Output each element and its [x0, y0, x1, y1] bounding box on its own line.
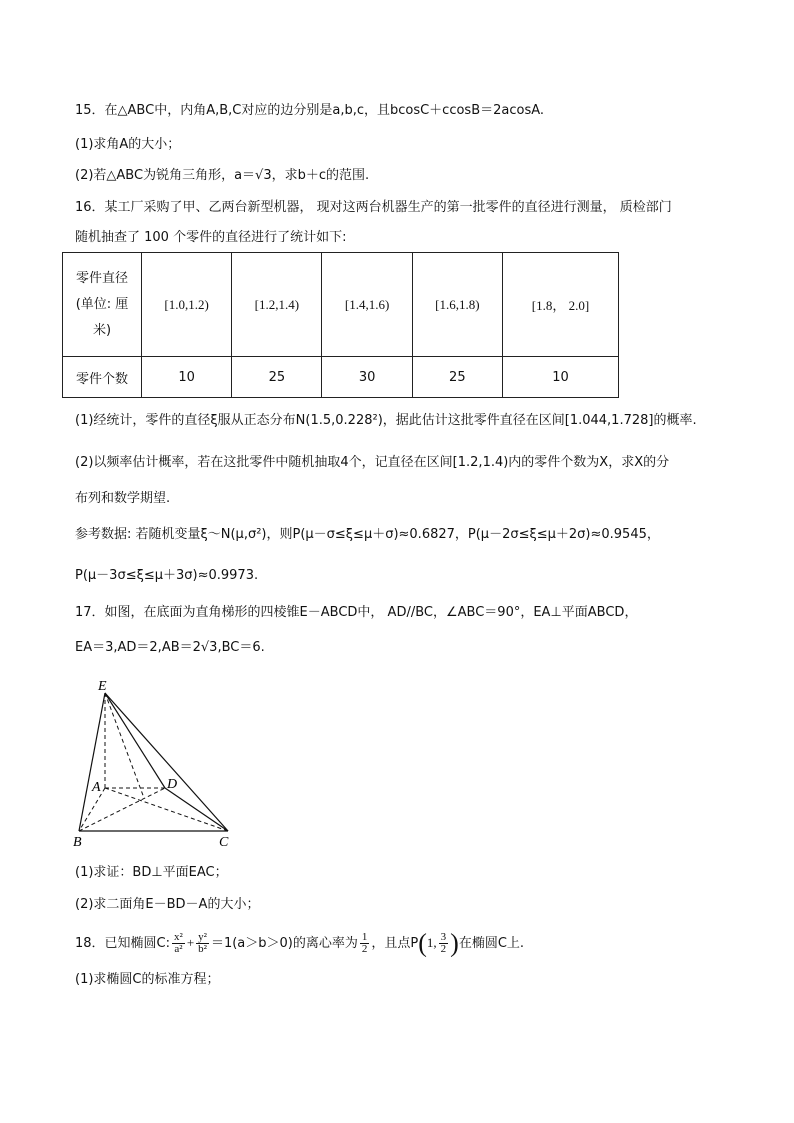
interval-cell: [1.6,1.8)	[412, 253, 502, 357]
q17-stem-line1: 17．如图，在底面为直角梯形的四棱锥E－ABCD中， AD//BC，∠ABC＝90°，EA⊥平面ABCD，	[75, 605, 638, 620]
q16-part1: (1)经统计，零件的直径ξ服从正态分布N(1.5,0.228²)，据此估计这批零件直径在区间[1.044,1.728]的概率.	[75, 413, 697, 428]
interval-cell: [1.2,1.4)	[232, 253, 322, 357]
eccentricity-fraction: $\frac{1}{2}$	[361, 931, 368, 955]
q18-part1: (1)求椭圆C的标准方程；	[75, 972, 220, 987]
count-label-cell: 零件个数	[63, 357, 142, 398]
vertex-label-E: E	[98, 679, 107, 694]
q15-part1: (1)求角A的大小；	[75, 137, 181, 152]
vertex-label-D: D	[167, 777, 178, 792]
q18-stem: 18．已知椭圆C: $\frac{\text{x²}}{\text{a²}}$ + $\frac{\text{y²}}{\text{b²}}$ ＝1(a＞b＞0)的离心率为 $\frac{1}{2}$ ，且点P(1, $\frac{3}{2}$ )在椭圆C上.	[75, 928, 525, 958]
edge-DC	[165, 788, 228, 831]
count-cell: 10	[142, 357, 232, 398]
q17-stem-line2: EA＝3,AD＝2,AB＝2√3,BC＝6.	[75, 640, 265, 655]
q15-part2: (2)若△ABC为锐角三角形，a＝√3，求b＋c的范围.	[75, 168, 370, 183]
q16-reference-line2: P(μ－3σ≤ξ≤μ＋3σ)≈0.9973.	[75, 568, 259, 583]
diameter-frequency-table	[62, 252, 619, 398]
interval-cell: [1.0,1.2)	[142, 253, 232, 357]
count-cell: 30	[322, 357, 412, 398]
vertex-label-B: B	[73, 835, 82, 850]
q16-part2-line2: 布列和数学期望.	[75, 491, 171, 506]
table-row	[63, 253, 619, 357]
interval-cell: [1.8， 2.0]	[502, 253, 618, 357]
count-cell: 25	[232, 357, 322, 398]
table-header-cell: 零件直径 (单位: 厘 米)	[63, 253, 142, 357]
vertex-label-C: C	[219, 835, 229, 850]
fraction-y: $\frac{\text{y²}}{\text{b²}}$	[198, 931, 207, 955]
interval-cell: [1.4,1.6)	[322, 253, 412, 357]
edge-EC	[105, 693, 228, 831]
q17-part2: (2)求二面角E－BD－A的大小；	[75, 897, 260, 912]
q16-stem-line2: 随机抽查了 100 个零件的直径进行了统计如下:	[75, 230, 347, 245]
pyramid-figure	[68, 676, 248, 852]
edge-EB	[79, 693, 105, 831]
q17-part1: (1)求证：BD⊥平面EAC；	[75, 865, 228, 880]
fraction-x: $\frac{\text{x²}}{\text{a²}}$	[174, 931, 183, 955]
vertex-label-A: A	[92, 780, 101, 795]
table-row	[63, 357, 619, 398]
q16-part2-line1: (2)以频率估计概率，若在这批零件中随机抽取4个，记直径在区间[1.2,1.4)内的零件个数为X，求X的分	[75, 455, 670, 470]
count-cell: 10	[502, 357, 618, 398]
q16-stem-line1: 16．某工厂采购了甲、乙两台新型机器， 现对这两台机器生产的第一批零件的直径进行测量， 质检部门	[75, 200, 672, 215]
q15-stem: 15．在△ABC中，内角A,B,C对应的边分别是a,b,c，且bcosC＋ccosB＝2acosA.	[75, 103, 545, 118]
count-cell: 25	[412, 357, 502, 398]
q16-reference-line1: 参考数据: 若随机变量ξ～N(μ,σ²)，则P(μ－σ≤ξ≤μ＋σ)≈0.6827，P(μ－2σ≤ξ≤μ＋2σ)≈0.9545，	[75, 527, 660, 542]
point-y-fraction: $\frac{3}{2}$	[440, 931, 447, 955]
